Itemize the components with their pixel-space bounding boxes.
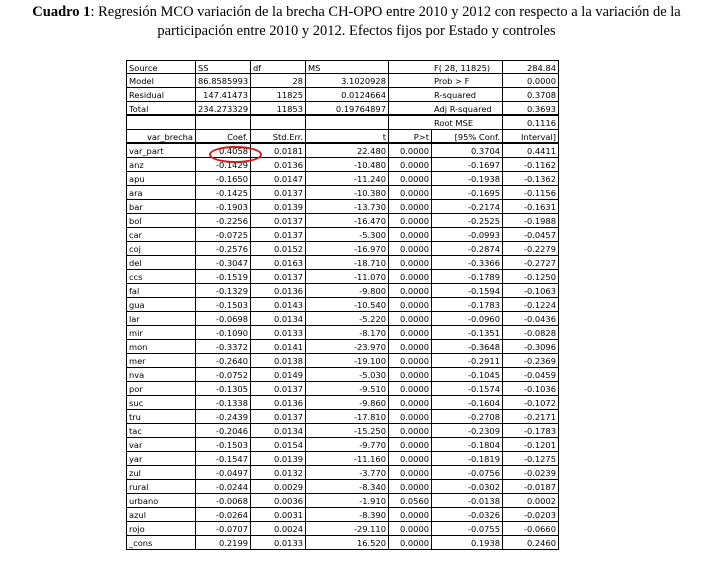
results-header-ci-high: Interval] xyxy=(503,130,559,144)
results-cell-t-stat: -5.220 xyxy=(306,312,389,326)
anova-header-stat-label: F( 28, 11825) xyxy=(432,60,503,74)
results-header-coef: Coef. xyxy=(196,130,251,144)
results-cell-coef: -0.3047 xyxy=(196,256,251,270)
results-cell-std-err: 0.0036 xyxy=(251,494,306,508)
results-cell-std-err: 0.0134 xyxy=(251,312,306,326)
results-cell-variable: urbano xyxy=(126,494,196,508)
results-cell-ci-low: -0.3366 xyxy=(432,256,503,270)
results-cell-coef: -0.1329 xyxy=(196,284,251,298)
results-cell-variable: suc xyxy=(126,396,196,410)
results-cell-std-err: 0.0029 xyxy=(251,480,306,494)
results-cell-ci-low: -0.1938 xyxy=(432,172,503,186)
results-cell-p-value: 0.0000 xyxy=(389,466,432,480)
results-cell-ci-high: -0.1036 xyxy=(503,382,559,396)
results-cell-coef: -0.2439 xyxy=(196,410,251,424)
results-cell-t-stat: -19.100 xyxy=(306,354,389,368)
results-cell-std-err: 0.0137 xyxy=(251,270,306,284)
results-cell-coef: 0.4058 xyxy=(196,144,251,158)
results-cell-coef: -0.0497 xyxy=(196,466,251,480)
results-cell-variable: zul xyxy=(126,466,196,480)
results-cell-ci-high: 0.4411 xyxy=(503,144,559,158)
results-cell-variable: lar xyxy=(126,312,196,326)
results-cell-std-err: 0.0137 xyxy=(251,410,306,424)
anova-cell-stat-label: R-squared xyxy=(432,88,503,102)
results-cell-ci-low: -0.3648 xyxy=(432,340,503,354)
anova-extra-stat-label: Root MSE xyxy=(432,116,503,130)
results-cell-std-err: 0.0141 xyxy=(251,340,306,354)
results-cell-t-stat: -8.390 xyxy=(306,508,389,522)
results-cell-coef: -0.2256 xyxy=(196,214,251,228)
results-cell-ci-high: -0.1250 xyxy=(503,270,559,284)
results-cell-p-value: 0.0000 xyxy=(389,480,432,494)
results-cell-ci-low: 0.1938 xyxy=(432,536,503,550)
anova-header-ss: SS xyxy=(196,60,251,74)
results-header-std-err: Std.Err. xyxy=(251,130,306,144)
results-cell-p-value: 0.0000 xyxy=(389,452,432,466)
results-cell-variable: ccs xyxy=(126,270,196,284)
anova-cell-ms: 3.1020928 xyxy=(306,74,389,88)
results-cell-ci-low: -0.1697 xyxy=(432,158,503,172)
results-cell-std-err: 0.0133 xyxy=(251,326,306,340)
results-cell-std-err: 0.0133 xyxy=(251,536,306,550)
results-cell-variable: mir xyxy=(126,326,196,340)
results-cell-coef: -0.1338 xyxy=(196,396,251,410)
anova-cell-source: Total xyxy=(126,102,196,116)
results-cell-std-err: 0.0154 xyxy=(251,438,306,452)
results-cell-t-stat: -18.710 xyxy=(306,256,389,270)
results-cell-variable: var xyxy=(126,438,196,452)
results-cell-t-stat: -23.970 xyxy=(306,340,389,354)
results-cell-coef: -0.1305 xyxy=(196,382,251,396)
caption-line-1 xyxy=(0,3,713,22)
results-cell-coef: 0.2199 xyxy=(196,536,251,550)
results-cell-variable: por xyxy=(126,382,196,396)
results-cell-ci-low: -0.0993 xyxy=(432,228,503,242)
results-cell-variable: mon xyxy=(126,340,196,354)
results-cell-coef: -0.0698 xyxy=(196,312,251,326)
results-cell-variable: rural xyxy=(126,480,196,494)
results-cell-variable: bar xyxy=(126,200,196,214)
results-cell-ci-low: -0.0755 xyxy=(432,522,503,536)
results-cell-ci-high: 0.2460 xyxy=(503,536,559,550)
results-cell-coef: -0.2640 xyxy=(196,354,251,368)
results-cell-std-err: 0.0143 xyxy=(251,298,306,312)
results-cell-p-value: 0.0000 xyxy=(389,522,432,536)
results-cell-coef: -0.3372 xyxy=(196,340,251,354)
results-cell-std-err: 0.0136 xyxy=(251,158,306,172)
results-cell-p-value: 0.0000 xyxy=(389,200,432,214)
results-cell-p-value: 0.0000 xyxy=(389,410,432,424)
results-cell-std-err: 0.0139 xyxy=(251,452,306,466)
results-cell-variable: tac xyxy=(126,424,196,438)
anova-cell-source: Residual xyxy=(126,88,196,102)
results-cell-ci-high: -0.1162 xyxy=(503,158,559,172)
results-cell-variable: rojo xyxy=(126,522,196,536)
results-header-ci-low: [95% Conf. xyxy=(432,130,503,144)
results-cell-p-value: 0.0000 xyxy=(389,382,432,396)
results-cell-std-err: 0.0147 xyxy=(251,172,306,186)
results-cell-ci-low: -0.1789 xyxy=(432,270,503,284)
results-cell-p-value: 0.0000 xyxy=(389,242,432,256)
results-cell-ci-high: -0.0660 xyxy=(503,522,559,536)
results-cell-ci-high: -0.1063 xyxy=(503,284,559,298)
results-cell-variable: gua xyxy=(126,298,196,312)
results-cell-ci-high: -0.0187 xyxy=(503,480,559,494)
results-cell-t-stat: -1.910 xyxy=(306,494,389,508)
caption-lead: Cuadro 1 xyxy=(32,4,91,20)
results-cell-variable: del xyxy=(126,256,196,270)
anova-cell-source: Model xyxy=(126,74,196,88)
results-cell-variable: nva xyxy=(126,368,196,382)
results-cell-t-stat: -29.110 xyxy=(306,522,389,536)
anova-cell-stat-value: 0.0000 xyxy=(503,74,559,88)
results-cell-t-stat: -8.170 xyxy=(306,326,389,340)
results-cell-ci-high: -0.2279 xyxy=(503,242,559,256)
results-cell-ci-low: -0.0756 xyxy=(432,466,503,480)
results-cell-variable: azul xyxy=(126,508,196,522)
anova-header-source: Source xyxy=(126,60,196,74)
results-cell-ci-high: -0.2727 xyxy=(503,256,559,270)
results-cell-t-stat: -9.860 xyxy=(306,396,389,410)
results-cell-std-err: 0.0181 xyxy=(251,144,306,158)
results-cell-t-stat: -10.480 xyxy=(306,158,389,172)
anova-cell-blank xyxy=(389,88,432,102)
results-cell-std-err: 0.0132 xyxy=(251,466,306,480)
results-cell-std-err: 0.0031 xyxy=(251,508,306,522)
results-cell-std-err: 0.0137 xyxy=(251,214,306,228)
results-cell-coef: -0.0068 xyxy=(196,494,251,508)
results-cell-coef: -0.1090 xyxy=(196,326,251,340)
results-cell-t-stat: -16.970 xyxy=(306,242,389,256)
results-cell-ci-high: -0.1224 xyxy=(503,298,559,312)
results-cell-t-stat: -9.800 xyxy=(306,284,389,298)
results-cell-std-err: 0.0149 xyxy=(251,368,306,382)
anova-header-ms: MS xyxy=(306,60,389,74)
results-cell-ci-high: -0.1072 xyxy=(503,396,559,410)
anova-cell-ms: 0.19764897 xyxy=(306,102,389,116)
anova-extra-ss xyxy=(196,116,251,130)
results-cell-coef: -0.1429 xyxy=(196,158,251,172)
results-cell-ci-high: -0.1362 xyxy=(503,172,559,186)
results-cell-t-stat: -11.240 xyxy=(306,172,389,186)
results-cell-coef: -0.1503 xyxy=(196,298,251,312)
anova-cell-df: 11853 xyxy=(251,102,306,116)
results-cell-t-stat: -9.510 xyxy=(306,382,389,396)
results-cell-variable: coj xyxy=(126,242,196,256)
results-cell-p-value: 0.0000 xyxy=(389,172,432,186)
results-cell-ci-high: -0.1988 xyxy=(503,214,559,228)
results-cell-variable: var_part xyxy=(126,144,196,158)
results-cell-ci-low: -0.1574 xyxy=(432,382,503,396)
results-cell-t-stat: -10.380 xyxy=(306,186,389,200)
results-cell-ci-low: -0.2174 xyxy=(432,200,503,214)
results-cell-variable: _cons xyxy=(126,536,196,550)
results-cell-p-value: 0.0000 xyxy=(389,368,432,382)
results-cell-ci-high: -0.0828 xyxy=(503,326,559,340)
results-cell-t-stat: -5.300 xyxy=(306,228,389,242)
results-cell-t-stat: -16.470 xyxy=(306,214,389,228)
anova-cell-ss: 234.273329 xyxy=(196,102,251,116)
anova-extra-ms xyxy=(306,116,389,130)
results-cell-std-err: 0.0136 xyxy=(251,284,306,298)
anova-extra-blank xyxy=(389,116,432,130)
results-cell-t-stat: -10.540 xyxy=(306,298,389,312)
results-cell-ci-high: -0.0457 xyxy=(503,228,559,242)
results-cell-ci-low: -0.1045 xyxy=(432,368,503,382)
results-cell-std-err: 0.0139 xyxy=(251,200,306,214)
results-cell-ci-low: -0.1594 xyxy=(432,284,503,298)
results-cell-std-err: 0.0136 xyxy=(251,396,306,410)
results-cell-variable: ara xyxy=(126,186,196,200)
results-cell-p-value: 0.0000 xyxy=(389,270,432,284)
results-cell-p-value: 0.0000 xyxy=(389,158,432,172)
results-cell-ci-high: -0.3096 xyxy=(503,340,559,354)
results-cell-ci-high: -0.0239 xyxy=(503,466,559,480)
results-cell-ci-low: -0.2911 xyxy=(432,354,503,368)
results-cell-ci-high: -0.1201 xyxy=(503,438,559,452)
anova-header-blank xyxy=(389,60,432,74)
results-cell-p-value: 0.0000 xyxy=(389,396,432,410)
results-cell-ci-high: 0.0002 xyxy=(503,494,559,508)
results-cell-variable: bol xyxy=(126,214,196,228)
results-cell-p-value: 0.0000 xyxy=(389,214,432,228)
results-cell-t-stat: 22.480 xyxy=(306,144,389,158)
results-cell-t-stat: -13.730 xyxy=(306,200,389,214)
results-cell-ci-low: -0.0326 xyxy=(432,508,503,522)
results-cell-std-err: 0.0137 xyxy=(251,186,306,200)
results-cell-std-err: 0.0152 xyxy=(251,242,306,256)
results-cell-ci-low: -0.0138 xyxy=(432,494,503,508)
results-cell-variable: anz xyxy=(126,158,196,172)
results-cell-ci-low: -0.2309 xyxy=(432,424,503,438)
results-cell-t-stat: -3.770 xyxy=(306,466,389,480)
anova-cell-blank xyxy=(389,102,432,116)
results-cell-t-stat: -5.030 xyxy=(306,368,389,382)
results-cell-t-stat: -9.770 xyxy=(306,438,389,452)
results-cell-coef: -0.0752 xyxy=(196,368,251,382)
anova-cell-stat-label: Prob > F xyxy=(432,74,503,88)
results-cell-ci-low: -0.1783 xyxy=(432,298,503,312)
results-header-variable: var_brecha xyxy=(126,130,196,144)
results-cell-std-err: 0.0137 xyxy=(251,228,306,242)
anova-header-stat-value: 284.84 xyxy=(503,60,559,74)
results-cell-t-stat: -17.810 xyxy=(306,410,389,424)
results-cell-std-err: 0.0024 xyxy=(251,522,306,536)
anova-cell-ms: 0.0124664 xyxy=(306,88,389,102)
results-cell-ci-low: -0.1819 xyxy=(432,452,503,466)
anova-cell-df: 11825 xyxy=(251,88,306,102)
results-cell-coef: -0.0725 xyxy=(196,228,251,242)
results-cell-p-value: 0.0000 xyxy=(389,228,432,242)
results-cell-ci-low: -0.2525 xyxy=(432,214,503,228)
results-cell-ci-low: -0.0302 xyxy=(432,480,503,494)
results-cell-ci-high: -0.1156 xyxy=(503,186,559,200)
anova-cell-df: 28 xyxy=(251,74,306,88)
anova-header-df: df xyxy=(251,60,306,74)
results-cell-p-value: 0.0000 xyxy=(389,256,432,270)
results-cell-ci-low: -0.2708 xyxy=(432,410,503,424)
results-cell-p-value: 0.0000 xyxy=(389,186,432,200)
results-header-t-stat: t xyxy=(306,130,389,144)
results-cell-ci-high: -0.1275 xyxy=(503,452,559,466)
results-cell-t-stat: -11.070 xyxy=(306,270,389,284)
results-cell-coef: -0.1425 xyxy=(196,186,251,200)
results-cell-coef: -0.1519 xyxy=(196,270,251,284)
results-cell-coef: -0.0264 xyxy=(196,508,251,522)
results-cell-coef: -0.1503 xyxy=(196,438,251,452)
results-cell-variable: mer xyxy=(126,354,196,368)
results-cell-std-err: 0.0163 xyxy=(251,256,306,270)
results-cell-ci-high: -0.0203 xyxy=(503,508,559,522)
results-cell-coef: -0.1903 xyxy=(196,200,251,214)
results-cell-std-err: 0.0137 xyxy=(251,382,306,396)
anova-extra-source xyxy=(126,116,196,130)
results-cell-variable: yar xyxy=(126,452,196,466)
results-cell-p-value: 0.0000 xyxy=(389,424,432,438)
results-cell-ci-low: -0.1351 xyxy=(432,326,503,340)
results-cell-p-value: 0.0000 xyxy=(389,340,432,354)
results-cell-ci-high: -0.1631 xyxy=(503,200,559,214)
anova-cell-stat-label: Adj R-squared xyxy=(432,102,503,116)
results-header-p-value: P>t xyxy=(389,130,432,144)
results-cell-t-stat: -15.250 xyxy=(306,424,389,438)
results-cell-ci-low: -0.0960 xyxy=(432,312,503,326)
anova-cell-stat-value: 0.3693 xyxy=(503,102,559,116)
results-cell-p-value: 0.0000 xyxy=(389,312,432,326)
results-cell-p-value: 0.0000 xyxy=(389,144,432,158)
results-cell-coef: -0.0707 xyxy=(196,522,251,536)
results-cell-coef: -0.2576 xyxy=(196,242,251,256)
anova-cell-stat-value: 0.3708 xyxy=(503,88,559,102)
anova-extra-df xyxy=(251,116,306,130)
results-cell-ci-high: -0.2171 xyxy=(503,410,559,424)
results-cell-variable: apu xyxy=(126,172,196,186)
anova-cell-ss: 86.8585993 xyxy=(196,74,251,88)
results-cell-p-value: 0.0000 xyxy=(389,354,432,368)
results-cell-p-value: 0.0000 xyxy=(389,326,432,340)
results-cell-std-err: 0.0138 xyxy=(251,354,306,368)
results-cell-coef: -0.2046 xyxy=(196,424,251,438)
results-cell-coef: -0.1650 xyxy=(196,172,251,186)
results-cell-ci-low: 0.3704 xyxy=(432,144,503,158)
results-cell-ci-low: -0.1695 xyxy=(432,186,503,200)
results-cell-variable: car xyxy=(126,228,196,242)
results-cell-p-value: 0.0560 xyxy=(389,494,432,508)
results-cell-ci-low: -0.1804 xyxy=(432,438,503,452)
results-cell-p-value: 0.0000 xyxy=(389,284,432,298)
anova-extra-stat-value: 0.1116 xyxy=(503,116,559,130)
results-cell-p-value: 0.0000 xyxy=(389,508,432,522)
results-cell-ci-high: -0.0459 xyxy=(503,368,559,382)
anova-cell-blank xyxy=(389,74,432,88)
results-cell-t-stat: 16.520 xyxy=(306,536,389,550)
results-cell-p-value: 0.0000 xyxy=(389,298,432,312)
table-caption xyxy=(0,3,713,41)
results-cell-ci-low: -0.2874 xyxy=(432,242,503,256)
results-cell-p-value: 0.0000 xyxy=(389,438,432,452)
highlight-circle xyxy=(209,146,262,163)
results-cell-std-err: 0.0134 xyxy=(251,424,306,438)
results-cell-ci-high: -0.0436 xyxy=(503,312,559,326)
anova-cell-ss: 147.41473 xyxy=(196,88,251,102)
results-cell-coef: -0.0244 xyxy=(196,480,251,494)
results-cell-variable: fal xyxy=(126,284,196,298)
results-cell-coef: -0.1547 xyxy=(196,452,251,466)
results-cell-t-stat: -11.160 xyxy=(306,452,389,466)
caption-title: : Regresión MCO variación de la brecha CH-OPO entre 2010 y 2012 con respecto a la variación de la xyxy=(90,4,681,20)
results-cell-ci-low: -0.1604 xyxy=(432,396,503,410)
results-cell-t-stat: -8.340 xyxy=(306,480,389,494)
caption-line-2: participación entre 2010 y 2012. Efectos fijos por Estado y controles xyxy=(157,23,556,39)
results-cell-p-value: 0.0000 xyxy=(389,536,432,550)
results-cell-ci-high: -0.1783 xyxy=(503,424,559,438)
results-cell-ci-high: -0.2369 xyxy=(503,354,559,368)
results-cell-variable: tru xyxy=(126,410,196,424)
